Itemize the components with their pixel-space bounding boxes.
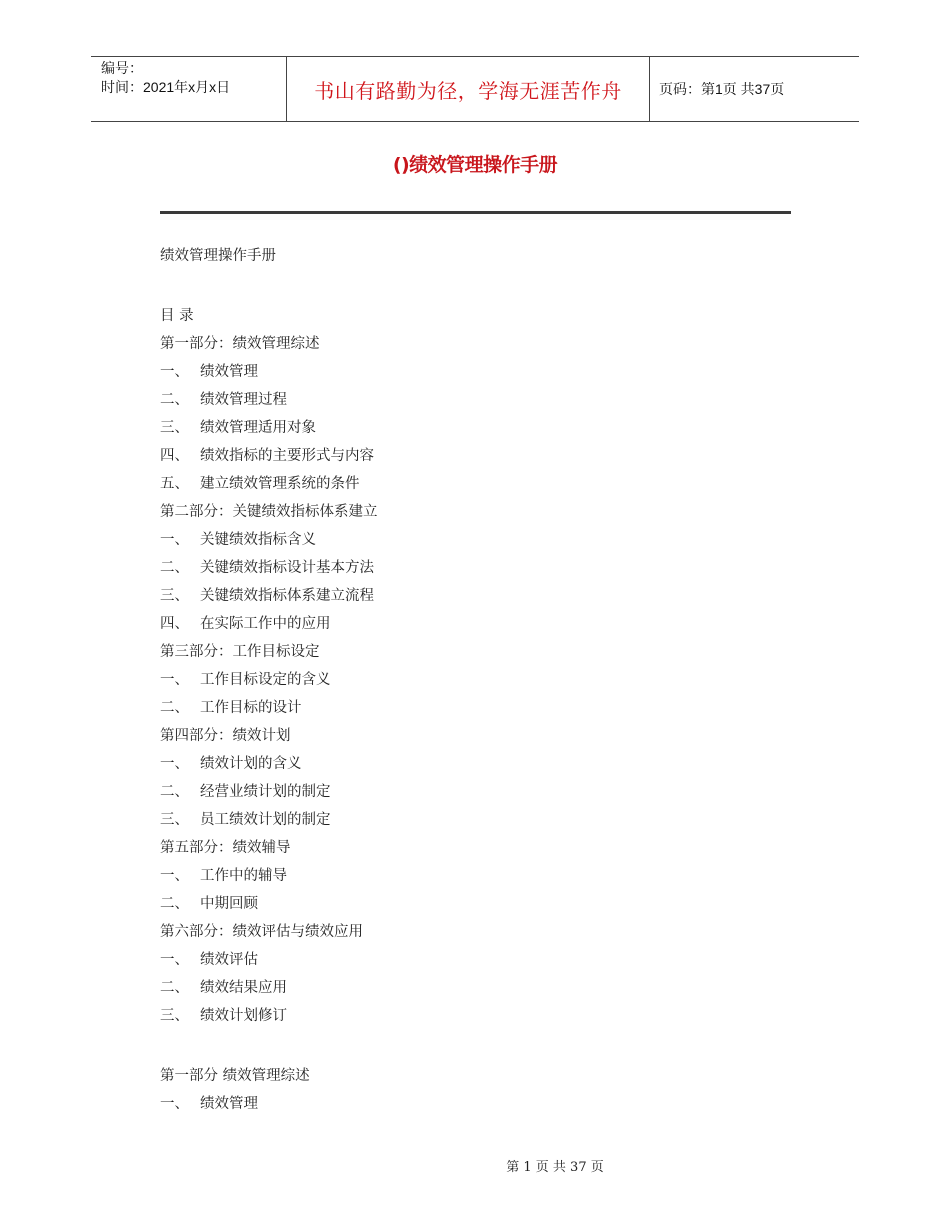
- toc-entry-text: 经营业绩计划的制定: [200, 784, 331, 800]
- toc-entry-number: 二、: [160, 784, 189, 800]
- toc-entry: [160, 498, 800, 526]
- toc-entry-text: 第一部分：绩效管理综述: [160, 336, 320, 352]
- toc-entry-text: 绩效评估: [200, 952, 258, 968]
- toc-entry-text: 工作目标的设计: [200, 700, 302, 716]
- toc-entry: [160, 414, 800, 442]
- spacer: [160, 270, 800, 302]
- document-header: [91, 56, 859, 122]
- toc-entry-text: 绩效计划的含义: [200, 756, 302, 772]
- toc-entry: [160, 806, 800, 834]
- toc-entry-text: 建立绩效管理系统的条件: [200, 476, 360, 492]
- header-motto: 书山有路勤为径，学海无涯苦作舟: [314, 78, 622, 103]
- toc-entry-text: 绩效计划修订: [200, 1008, 287, 1024]
- table-of-contents: [160, 330, 800, 1030]
- toc-entry: [160, 918, 800, 946]
- toc-entry: [160, 750, 800, 778]
- header-meta-cell: [91, 57, 287, 121]
- toc-entry-number: 三、: [160, 588, 189, 604]
- toc-entry: [160, 554, 800, 582]
- toc-entry: [160, 694, 800, 722]
- toc-entry-text: 绩效结果应用: [200, 980, 287, 996]
- toc-entry-text: 第五部分：绩效辅导: [160, 840, 291, 856]
- toc-entry-number: 一、: [160, 364, 189, 380]
- toc-entry: [160, 862, 800, 890]
- document-time-label: 时间：2021年x月x日: [101, 79, 231, 95]
- toc-entry-text: 绩效管理适用对象: [200, 420, 316, 436]
- spacer: [160, 1030, 800, 1062]
- toc-entry-number: 一、: [160, 672, 189, 688]
- section-heading: 第一部分 绩效管理综述: [160, 1068, 310, 1084]
- header-motto-cell: [287, 57, 650, 121]
- toc-heading: 目 录: [160, 308, 194, 324]
- toc-entry-number: 四、: [160, 616, 189, 632]
- toc-entry: [160, 582, 800, 610]
- toc-entry-text: 中期回顾: [200, 896, 258, 912]
- toc-entry-number: 四、: [160, 448, 189, 464]
- toc-entry: [160, 610, 800, 638]
- toc-entry-number: 二、: [160, 896, 189, 912]
- toc-entry: [160, 946, 800, 974]
- toc-entry-text: 工作目标设定的含义: [200, 672, 331, 688]
- toc-entry: [160, 386, 800, 414]
- toc-entry: [160, 890, 800, 918]
- document-number-label: 编号：: [101, 60, 143, 76]
- toc-entry-text: 工作中的辅导: [200, 868, 287, 884]
- toc-entry-text: 第四部分：绩效计划: [160, 728, 291, 744]
- toc-entry-number: 三、: [160, 420, 189, 436]
- section-first-item: [160, 1090, 800, 1118]
- toc-entry-number: 二、: [160, 700, 189, 716]
- document-body: [160, 242, 800, 1118]
- toc-entry-text: 关键绩效指标设计基本方法: [200, 560, 374, 576]
- toc-entry: [160, 470, 800, 498]
- toc-entry-number: 一、: [160, 756, 189, 772]
- toc-entry-number: 五、: [160, 476, 189, 492]
- toc-entry-text: 在实际工作中的应用: [200, 616, 331, 632]
- toc-entry-number: 三、: [160, 812, 189, 828]
- toc-entry-number: 一、: [160, 532, 189, 548]
- toc-entry-text: 第六部分：绩效评估与绩效应用: [160, 924, 363, 940]
- toc-entry-text: 绩效指标的主要形式与内容: [200, 448, 374, 464]
- toc-entry-number: 一、: [160, 952, 189, 968]
- document-subtitle: 绩效管理操作手册: [160, 248, 276, 264]
- toc-entry: [160, 442, 800, 470]
- header-page-info: 页码：第1页 共37页: [659, 81, 785, 97]
- toc-entry: [160, 834, 800, 862]
- toc-entry-number: 二、: [160, 980, 189, 996]
- document-title: ()绩效管理操作手册: [392, 154, 558, 176]
- item-text: 绩效管理: [200, 1096, 258, 1112]
- toc-entry-text: 关键绩效指标含义: [200, 532, 316, 548]
- toc-entry-number: 二、: [160, 392, 189, 408]
- toc-entry-text: 绩效管理过程: [200, 392, 287, 408]
- toc-entry: [160, 974, 800, 1002]
- title-divider: [160, 211, 791, 214]
- page-footer: 第 1 页 共 37 页: [506, 1160, 604, 1175]
- toc-entry: [160, 526, 800, 554]
- toc-entry: [160, 330, 800, 358]
- toc-entry-text: 第三部分：工作目标设定: [160, 644, 320, 660]
- toc-entry: [160, 722, 800, 750]
- toc-entry-text: 绩效管理: [200, 364, 258, 380]
- toc-entry-text: 关键绩效指标体系建立流程: [200, 588, 374, 604]
- toc-entry: [160, 638, 800, 666]
- toc-entry: [160, 1002, 800, 1030]
- toc-entry-number: 三、: [160, 1008, 189, 1024]
- toc-entry-number: 二、: [160, 560, 189, 576]
- toc-entry: [160, 778, 800, 806]
- toc-entry-text: 第二部分：关键绩效指标体系建立: [160, 504, 378, 520]
- item-number: 一、: [160, 1096, 189, 1112]
- toc-entry: [160, 666, 800, 694]
- toc-entry-number: 一、: [160, 868, 189, 884]
- toc-entry-text: 员工绩效计划的制定: [200, 812, 331, 828]
- toc-entry: [160, 358, 800, 386]
- header-page-cell: [650, 57, 859, 121]
